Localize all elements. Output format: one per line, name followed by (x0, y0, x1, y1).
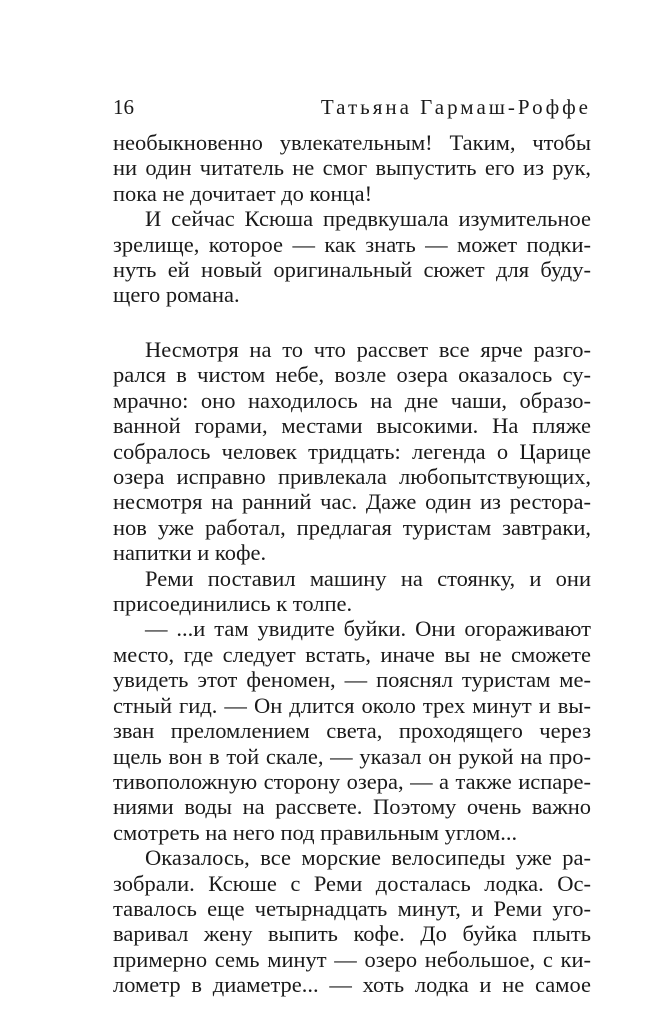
paragraph (113, 616, 591, 845)
running-head-author: Татьяна Гармаш-Роффе (320, 95, 591, 119)
text-line: ни один читатель не смог выпустить его из рук, (113, 155, 591, 181)
text-line: смотреть на него под правильным углом... (113, 819, 518, 845)
text-line: тавалось еще четырнадцать минут, и Реми уго- (113, 895, 591, 921)
text-line: лометр в диаметре... — хоть лодка и не самое (113, 972, 591, 998)
text-line: зван преломлением света, проходящего через (113, 718, 591, 744)
text-line: присоединились к толпе. (113, 591, 353, 617)
text-line: И сейчас Ксюша предвкушала изумительное (145, 206, 591, 232)
text-line: щего романа. (113, 282, 240, 308)
paragraph (113, 845, 591, 997)
text-line: напитки и кофе. (113, 540, 267, 566)
paragraph (113, 130, 591, 206)
text-section-two (113, 337, 591, 998)
text-line: — ...и там увидите буйки. Они огораживают (145, 616, 591, 642)
text-line: пока не дочитает до конца! (113, 180, 373, 206)
text-line: стный гид. — Он длится около трех минут и вы- (113, 692, 591, 718)
text-line: Несмотря на то что рассвет все ярче разго- (145, 337, 591, 362)
text-line: зрелище, которое — как знать — может подки- (113, 231, 591, 257)
text-line: Реми поставил машину на стоянку, и они (145, 565, 591, 591)
paragraph (113, 566, 591, 617)
text-line: несмотря на ранний час. Даже один из рестора- (113, 489, 591, 515)
text-line: нуть ей новый оригинальный сюжет для буду- (113, 257, 591, 283)
text-line: примерно семь минут — озеро небольшое, с ки- (113, 946, 591, 972)
text-line: зобрали. Ксюше с Реми досталась лодка. Ос- (113, 870, 591, 896)
page-number: 16 (113, 95, 134, 119)
text-line: нов уже работал, предлагая туристам завтраки, (113, 514, 591, 540)
text-section-one (113, 130, 591, 308)
text-line: Оказалось, все морские велосипеды уже ра- (145, 845, 591, 871)
text-line: собралось человек тридцать: легенда о Царице (113, 438, 591, 464)
paragraph (113, 206, 591, 308)
text-line: щель вон в той скале, — указал он рукой на про- (113, 743, 591, 769)
text-line: озера исправно привлекала любопытствующих, (113, 464, 591, 490)
paragraph (113, 337, 591, 566)
text-line: место, где следует встать, иначе вы не сможете (113, 641, 591, 667)
text-line: тивоположную сторону озера, — а также испаре- (113, 768, 591, 794)
text-line: варивал жену выпить кофе. До буйка плыть (113, 921, 591, 947)
page-header (113, 92, 591, 122)
text-line: ванной горами, местами высокими. На пляже (113, 413, 591, 439)
text-line: необыкновенно увлекательным! Таким, чтобы (113, 130, 591, 155)
text-line: увидеть этот феномен, — пояснял туристам ме- (113, 667, 591, 693)
text-line: ниями воды на рассвете. Поэтому очень важно (113, 794, 591, 820)
text-line: мрачно: оно находилось на дне чаши, образо- (113, 387, 591, 413)
text-line: рался в чистом небе, возле озера оказалось су- (113, 362, 591, 388)
